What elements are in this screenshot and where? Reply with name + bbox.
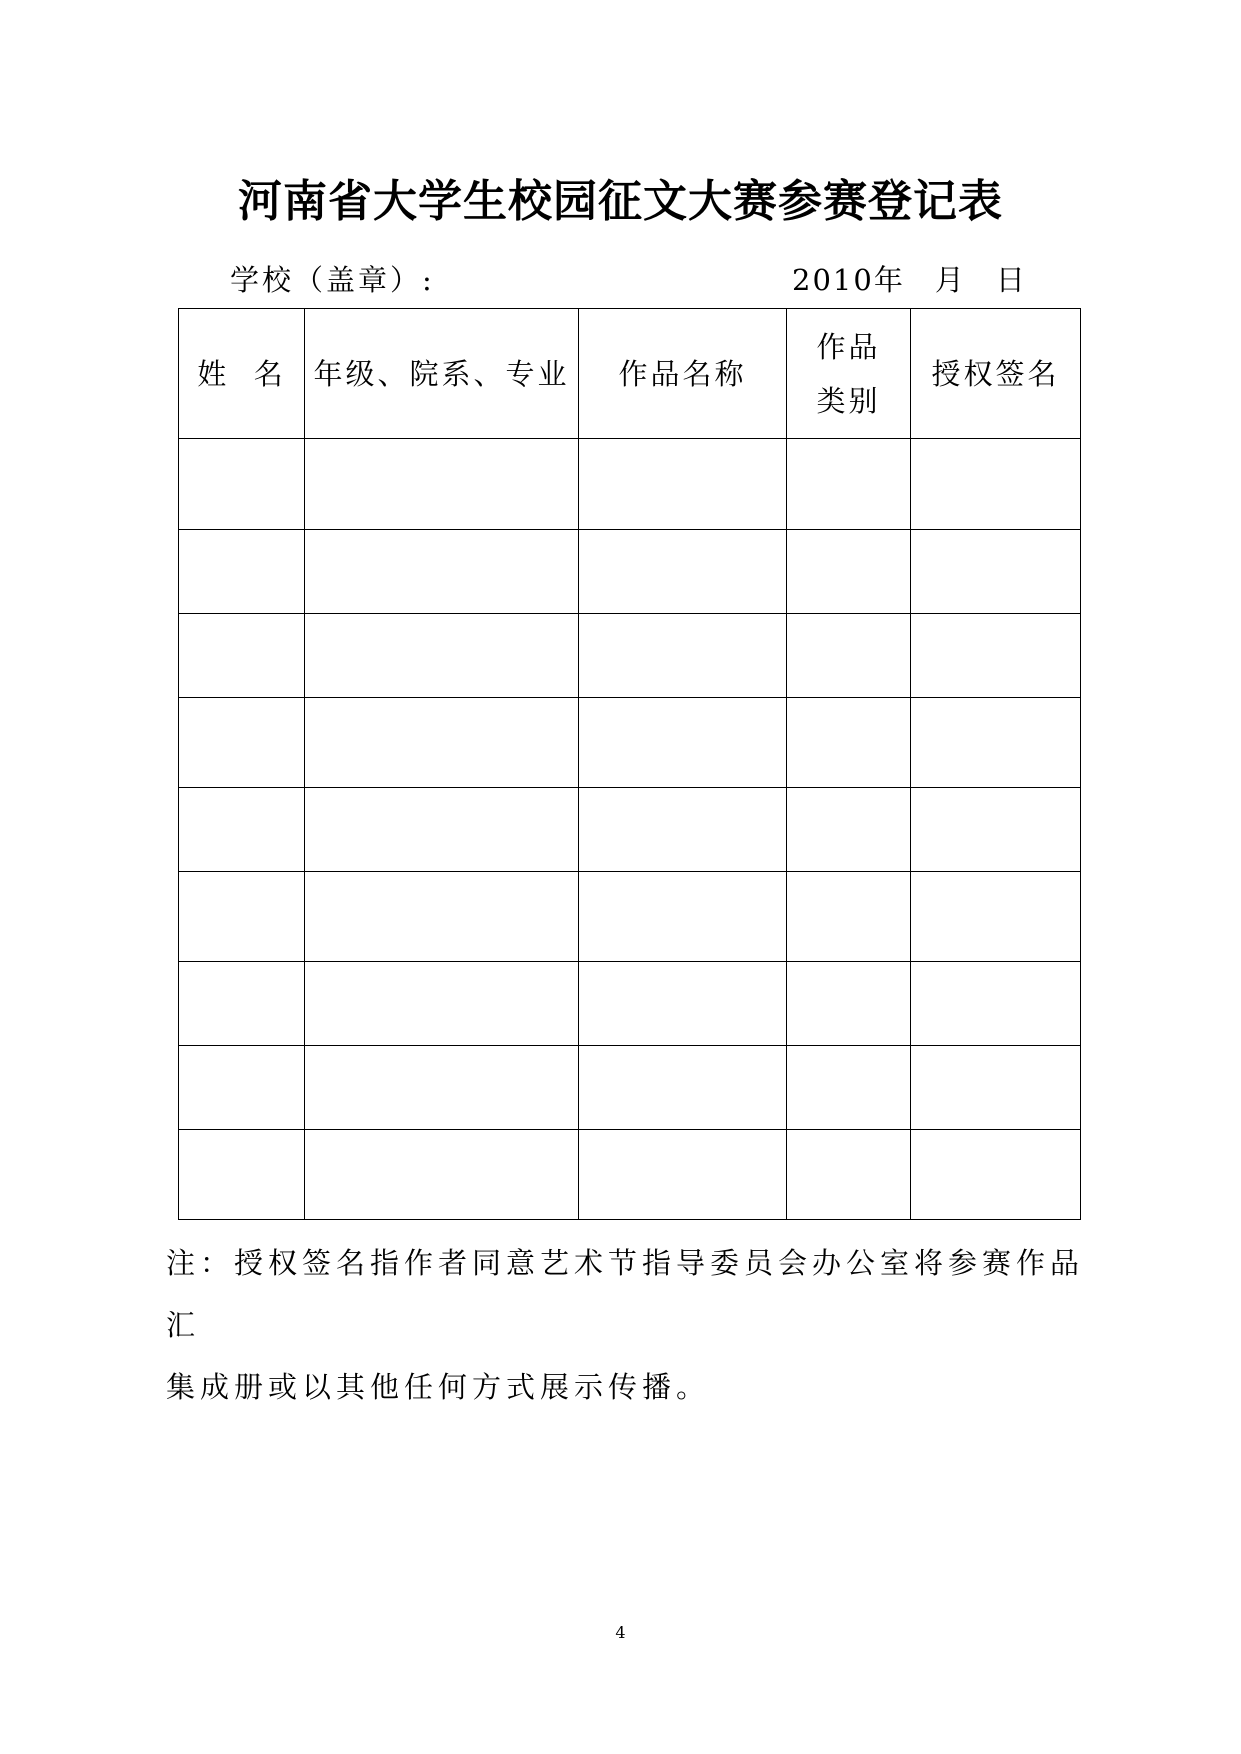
table-row — [179, 962, 1081, 1046]
cell-work-category[interactable] — [787, 962, 911, 1046]
cell-name[interactable] — [179, 1046, 305, 1130]
cell-work-title[interactable] — [579, 698, 787, 788]
cell-work-category[interactable] — [787, 698, 911, 788]
cell-work-title[interactable] — [579, 788, 787, 872]
cell-work-title[interactable] — [579, 872, 787, 962]
cell-name[interactable] — [179, 439, 305, 530]
cell-authorized-signature[interactable] — [911, 1046, 1081, 1130]
year-value: 2010 — [792, 263, 874, 297]
cell-name[interactable] — [179, 872, 305, 962]
cell-grade-department-major[interactable] — [305, 530, 579, 614]
header-work-category — [787, 309, 911, 439]
cell-grade-department-major[interactable] — [305, 788, 579, 872]
header-work-category-line1: 作品 — [816, 329, 881, 364]
cell-grade-department-major[interactable] — [305, 614, 579, 698]
cell-work-category[interactable] — [787, 872, 911, 962]
cell-grade-department-major[interactable] — [305, 962, 579, 1046]
authorization-note — [166, 1232, 1096, 1418]
cell-grade-department-major[interactable] — [305, 872, 579, 962]
table-row — [179, 530, 1081, 614]
header-work-title: 作品名称 — [579, 309, 787, 439]
table-row — [179, 698, 1081, 788]
cell-name[interactable] — [179, 1130, 305, 1220]
note-line-2: 集成册或以其他任何方式展示传播。 — [166, 1370, 711, 1404]
note-line-1: 注：授权签名指作者同意艺术节指导委员会办公室将参赛作品汇 — [166, 1246, 1085, 1342]
table-row — [179, 614, 1081, 698]
cell-work-title[interactable] — [579, 530, 787, 614]
header-name: 姓 名 — [179, 309, 305, 439]
cell-work-category[interactable] — [787, 614, 911, 698]
school-seal-label: 学校（盖章）: — [230, 263, 435, 297]
year-unit: 年 — [873, 263, 905, 297]
cell-grade-department-major[interactable] — [305, 1130, 579, 1220]
cell-name[interactable] — [179, 614, 305, 698]
table-row — [179, 872, 1081, 962]
form-title: 河南省大学生校园征文大赛参赛登记表 — [238, 176, 1003, 227]
cell-work-category[interactable] — [787, 530, 911, 614]
cell-work-title[interactable] — [579, 962, 787, 1046]
cell-authorized-signature[interactable] — [911, 962, 1081, 1046]
cell-authorized-signature[interactable] — [911, 530, 1081, 614]
cell-authorized-signature[interactable] — [911, 788, 1081, 872]
cell-authorized-signature[interactable] — [911, 439, 1081, 530]
cell-authorized-signature[interactable] — [911, 872, 1081, 962]
cell-work-title[interactable] — [579, 439, 787, 530]
cell-work-category[interactable] — [787, 1130, 911, 1220]
cell-grade-department-major[interactable] — [305, 698, 579, 788]
cell-authorized-signature[interactable] — [911, 698, 1081, 788]
header-work-category-line2: 类别 — [816, 383, 881, 418]
header-grade-department-major: 年级、院系、专业 — [305, 309, 579, 439]
cell-authorized-signature[interactable] — [911, 614, 1081, 698]
cell-work-title[interactable] — [579, 614, 787, 698]
day-unit: 日 — [995, 263, 1027, 297]
cell-authorized-signature[interactable] — [911, 1130, 1081, 1220]
cell-name[interactable] — [179, 962, 305, 1046]
table-row — [179, 439, 1081, 530]
cell-work-title[interactable] — [579, 1130, 787, 1220]
cell-name[interactable] — [179, 788, 305, 872]
cell-work-category[interactable] — [787, 439, 911, 530]
cell-grade-department-major[interactable] — [305, 1046, 579, 1130]
cell-work-category[interactable] — [787, 1046, 911, 1130]
table-header-row — [179, 309, 1081, 439]
cell-name[interactable] — [179, 698, 305, 788]
cell-grade-department-major[interactable] — [305, 439, 579, 530]
table-row — [179, 788, 1081, 872]
date-line — [792, 260, 1027, 300]
registration-table — [178, 308, 1081, 1220]
cell-work-category[interactable] — [787, 788, 911, 872]
table-row — [179, 1046, 1081, 1130]
cell-name[interactable] — [179, 530, 305, 614]
header-authorized-signature: 授权签名 — [911, 309, 1081, 439]
page-number: 4 — [615, 1623, 626, 1642]
month-unit: 月 — [934, 263, 966, 297]
table-row — [179, 1130, 1081, 1220]
cell-work-title[interactable] — [579, 1046, 787, 1130]
